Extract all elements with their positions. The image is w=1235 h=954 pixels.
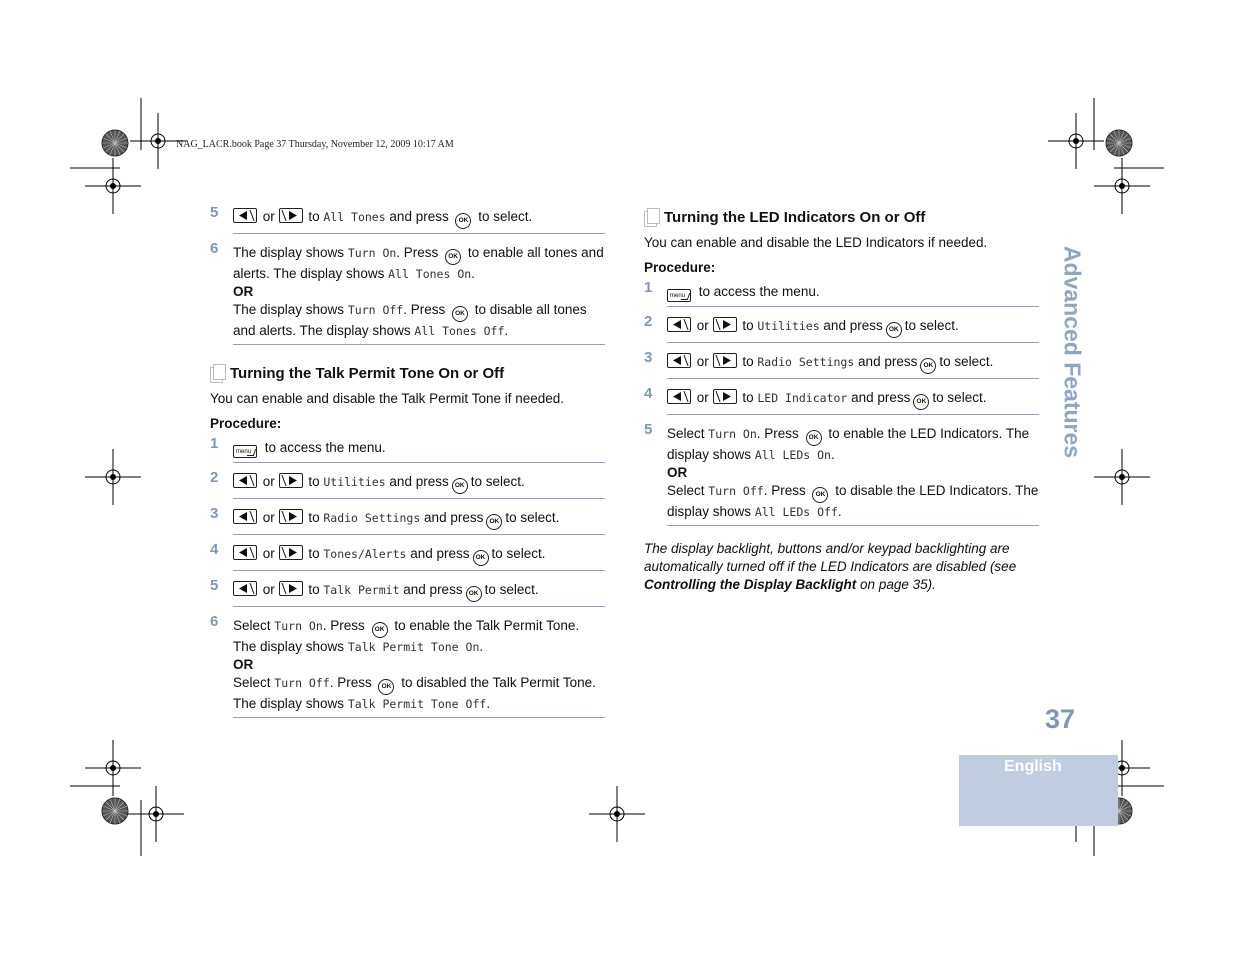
procedure-label: Procedure:	[644, 260, 716, 275]
and-press-text: and press	[410, 546, 470, 561]
menu-value: LED Indicator	[757, 391, 848, 405]
and-press-text: and press	[851, 390, 911, 405]
to-select-text: to select.	[491, 546, 546, 561]
and-press-text: and press	[389, 209, 449, 224]
to-select-text: to select.	[484, 582, 539, 597]
ok-button-icon: OK	[455, 213, 471, 229]
or-text: or	[696, 354, 709, 369]
display-value: All Tones Off	[414, 324, 505, 338]
display-value: Turn On	[708, 427, 757, 441]
procedure-label: Procedure:	[210, 416, 282, 431]
or-text: or	[696, 390, 709, 405]
right-arrow-key-icon	[279, 473, 303, 488]
step-number: 2	[644, 313, 653, 330]
step-1-menu	[644, 279, 1039, 307]
left-arrow-key-icon	[233, 581, 257, 596]
step-number: 3	[644, 349, 653, 366]
step-text: Select	[233, 618, 271, 633]
step-text: . Press	[396, 245, 439, 260]
ok-button-icon: OK	[913, 394, 929, 410]
side-tab-advanced-features	[1059, 245, 1086, 459]
ok-button-icon: OK	[486, 514, 502, 530]
menu-value: Utilities	[757, 319, 820, 333]
nav-step	[644, 349, 1039, 379]
menu-key-icon: menu	[233, 445, 257, 458]
to-select-text: to select.	[939, 354, 994, 369]
menu-value: Talk Permit	[323, 583, 400, 597]
to-select-text: to select.	[470, 474, 525, 489]
ok-button-icon: OK	[466, 586, 482, 602]
nav-step	[210, 541, 605, 571]
step-text: to enable the LED Indicators. The display shows	[667, 426, 1030, 462]
step-text: to disable the LED Indicators. The display shows	[667, 483, 1039, 519]
or-text: or	[696, 318, 709, 333]
left-arrow-key-icon	[233, 208, 257, 223]
step-text: to disable all tones and alerts. The display shows	[233, 302, 587, 338]
right-arrow-key-icon	[279, 509, 303, 524]
ok-button-icon: OK	[806, 430, 822, 446]
step-number: 1	[644, 279, 653, 296]
or-text: or	[262, 474, 275, 489]
ok-button-icon: OK	[445, 249, 461, 265]
display-value: All Tones On	[388, 267, 472, 281]
to-text: to	[308, 474, 320, 489]
left-arrow-key-icon	[233, 545, 257, 560]
to-select-text: to select.	[478, 209, 533, 224]
and-press-text: and press	[424, 510, 484, 525]
nav-step	[210, 577, 605, 607]
display-value: Talk Permit Tone On	[347, 640, 480, 654]
display-value: Turn On	[274, 619, 323, 633]
step-1-menu	[210, 435, 605, 463]
or-separator: OR	[233, 284, 254, 299]
to-select-text: to select.	[505, 510, 560, 525]
or-separator: OR	[233, 657, 254, 672]
step-number: 4	[644, 385, 653, 402]
to-text: to	[308, 546, 320, 561]
to-text: to	[742, 390, 754, 405]
menu-key-icon: menu	[667, 289, 691, 302]
section-intro: You can enable and disable the Talk Permit Tone if needed.	[210, 391, 565, 406]
left-arrow-key-icon	[233, 473, 257, 488]
ok-button-icon: OK	[812, 487, 828, 503]
section-heading-led	[644, 209, 1039, 226]
left-column	[210, 204, 605, 718]
right-arrow-key-icon	[713, 353, 737, 368]
and-press-text: and press	[858, 354, 918, 369]
left-arrow-key-icon	[667, 389, 691, 404]
step-text: to access the menu.	[698, 284, 820, 299]
and-press-text: and press	[823, 318, 883, 333]
step-text: to enable all tones and alerts. The display shows	[233, 245, 604, 281]
step-text: .	[486, 696, 491, 711]
step-text: Select	[233, 675, 271, 690]
step-text: to access the menu.	[264, 440, 386, 455]
left-arrow-key-icon	[233, 509, 257, 524]
step-text: to enable the Talk Permit Tone. The display shows	[233, 618, 580, 654]
display-value: Turn Off	[708, 484, 764, 498]
to-select-text: to select.	[932, 390, 987, 405]
step-5-led-toggle	[644, 421, 1039, 526]
step-text: .	[479, 639, 484, 654]
display-value: Turn Off	[274, 676, 330, 690]
step-text: Select	[667, 426, 705, 441]
to-text: to	[308, 209, 320, 224]
step-number: 5	[210, 204, 219, 221]
ok-button-icon: OK	[886, 322, 902, 338]
note-text: on page 35).	[860, 577, 936, 592]
or-text: or	[262, 209, 275, 224]
step-text: .	[471, 266, 475, 281]
step-number: 6	[210, 613, 219, 630]
or-text: or	[262, 510, 275, 525]
left-arrow-key-icon	[667, 353, 691, 368]
page-number: 37	[1045, 704, 1076, 734]
step-text: .	[837, 504, 842, 519]
language-label: English	[1004, 758, 1062, 775]
step-text: . Press	[403, 302, 446, 317]
section-title-text: Turning the LED Indicators On or Off	[664, 209, 926, 226]
step-6-all-tones-toggle	[210, 240, 605, 345]
and-press-text: and press	[403, 582, 463, 597]
menu-value: Radio Settings	[323, 511, 421, 525]
step-number: 6	[210, 240, 219, 257]
to-text: to	[308, 582, 320, 597]
step-text: The display shows	[233, 302, 345, 317]
step-number: 2	[210, 469, 219, 486]
section-title-text: Turning the Talk Permit Tone On or Off	[230, 365, 505, 382]
left-arrow-key-icon	[667, 317, 691, 332]
display-value: Turn On	[347, 246, 397, 260]
book-header: NAG_LACR.book Page 37 Thursday, November 12, 2009 10:17 AM	[176, 139, 454, 150]
nav-step	[210, 469, 605, 499]
ok-button-icon: OK	[920, 358, 936, 374]
step-number: 1	[210, 435, 219, 452]
step-text: . Press	[756, 426, 799, 441]
display-value: Turn Off	[347, 303, 404, 317]
step-6-talk-permit-toggle	[210, 613, 605, 718]
right-arrow-key-icon	[279, 581, 303, 596]
step-number: 3	[210, 505, 219, 522]
nav-step	[644, 313, 1039, 343]
nav-step	[210, 505, 605, 535]
section-page-icon	[644, 211, 657, 227]
step-text: . Press	[763, 483, 806, 498]
ok-button-icon: OK	[452, 478, 468, 494]
section-heading-talk-permit	[210, 365, 605, 382]
or-text: or	[262, 582, 275, 597]
display-value: Talk Permit Tone Off	[347, 697, 487, 711]
left-nav-steps	[210, 469, 605, 607]
step-text: to disabled the Talk Permit Tone. The display shows	[233, 675, 596, 711]
right-arrow-key-icon	[279, 545, 303, 560]
right-column	[644, 209, 1039, 594]
ok-button-icon: OK	[452, 306, 468, 322]
display-value: All LEDs Off	[754, 505, 838, 519]
to-text: to	[742, 318, 754, 333]
step-text: . Press	[322, 618, 365, 633]
right-arrow-key-icon	[713, 389, 737, 404]
nav-step	[644, 385, 1039, 415]
step-number: 5	[210, 577, 219, 594]
step-text: .	[504, 323, 509, 338]
or-text: or	[262, 546, 275, 561]
side-tab-label: Advanced Features	[1059, 245, 1086, 459]
step-number: 4	[210, 541, 219, 558]
step-text: . Press	[329, 675, 372, 690]
step-text: .	[830, 447, 835, 462]
step-text: Select	[667, 483, 705, 498]
menu-value: Tones/Alerts	[323, 547, 407, 561]
menu-value: Utilities	[323, 475, 386, 489]
cross-reference-link[interactable]: Controlling the Display Backlight	[644, 577, 857, 592]
and-press-text: and press	[389, 474, 449, 489]
note-text: The display backlight, buttons and/or keypad backlighting are automatically turned off if the LED Indicators are disabled (see	[644, 541, 1017, 574]
right-arrow-key-icon	[713, 317, 737, 332]
to-text: to	[308, 510, 320, 525]
ok-button-icon: OK	[378, 679, 394, 695]
ok-button-icon: OK	[473, 550, 489, 566]
right-arrow-key-icon	[279, 208, 303, 223]
step-5-all-tones	[210, 204, 605, 234]
step-number: 5	[644, 421, 653, 438]
right-nav-steps	[644, 313, 1039, 415]
step-text: The display shows	[233, 245, 345, 260]
ok-button-icon: OK	[372, 622, 388, 638]
language-tab	[959, 755, 1118, 826]
section-intro: You can enable and disable the LED Indicators if needed.	[644, 235, 988, 250]
note-paragraph	[644, 540, 1039, 594]
or-separator: OR	[667, 465, 688, 480]
menu-value: All Tones	[323, 210, 386, 224]
section-page-icon	[210, 367, 223, 383]
display-value: All LEDs On	[754, 448, 831, 462]
to-select-text: to select.	[904, 318, 959, 333]
menu-value: Radio Settings	[757, 355, 855, 369]
to-text: to	[742, 354, 754, 369]
